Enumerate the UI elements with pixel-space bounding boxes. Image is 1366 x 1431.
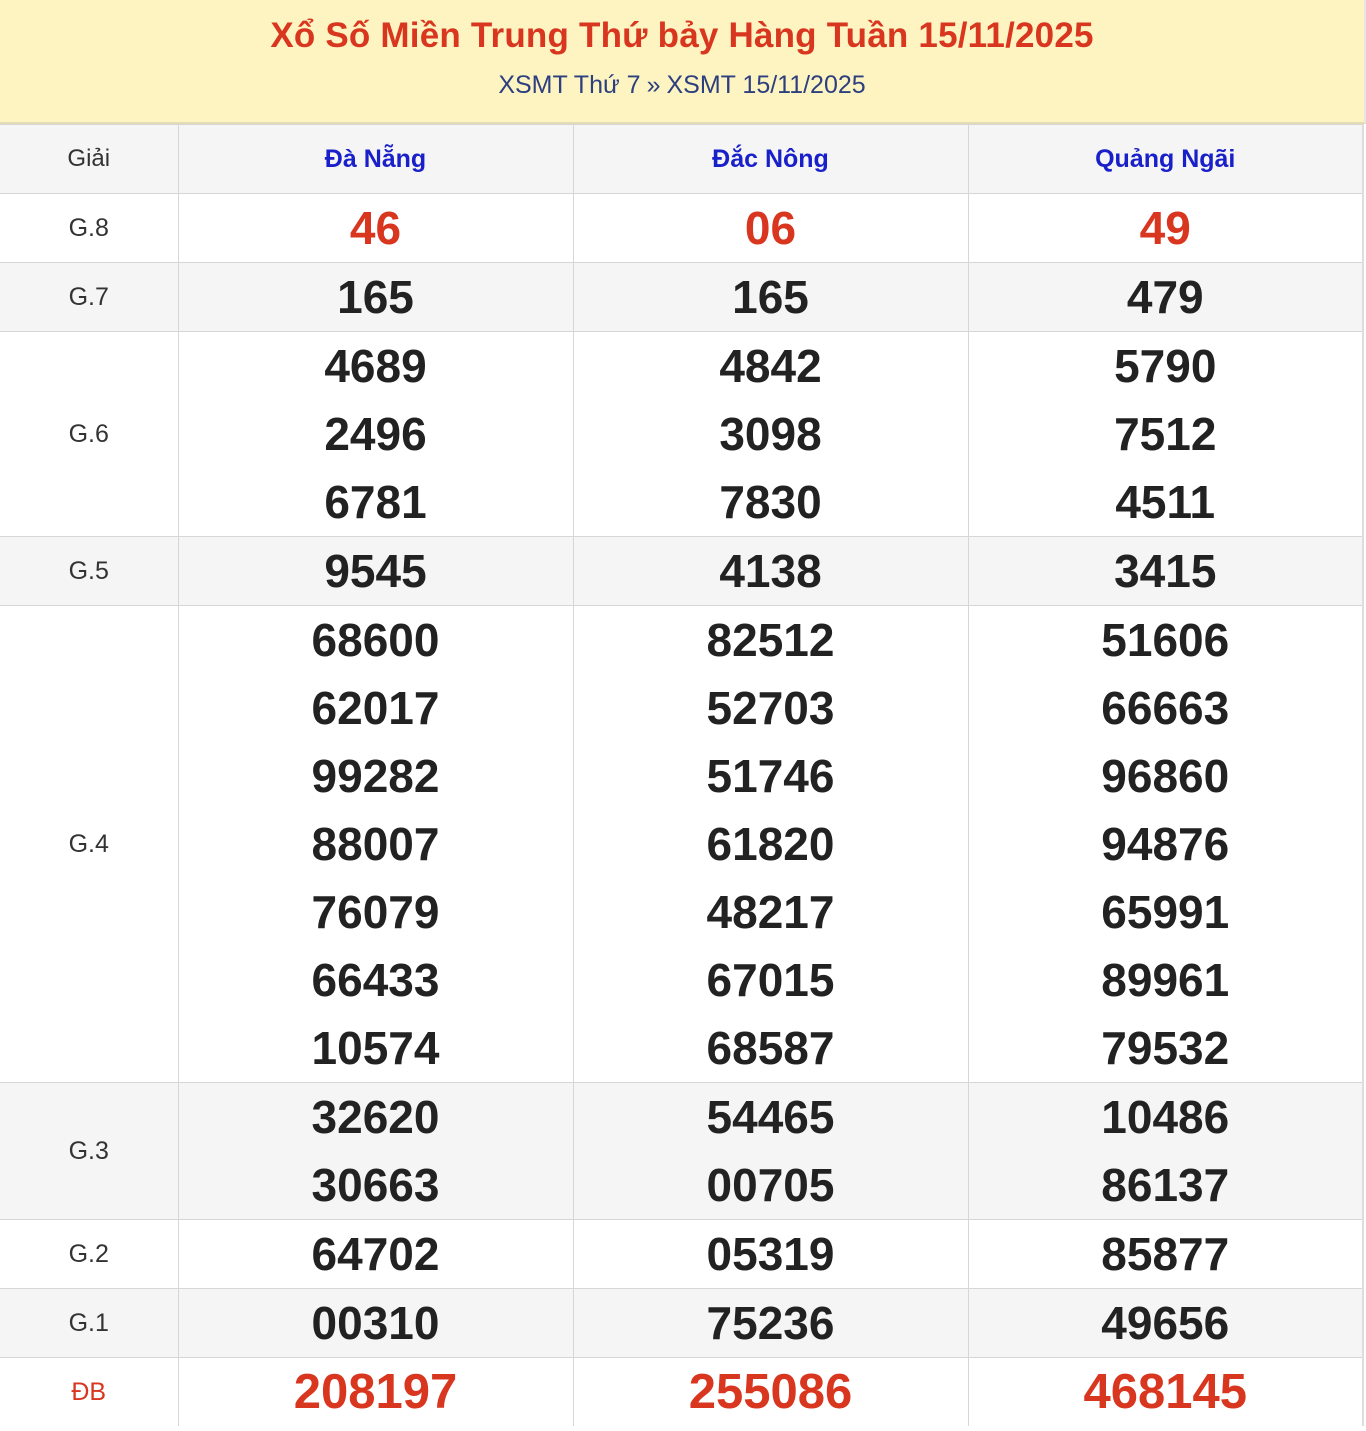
prize-cell (968, 194, 1363, 263)
prize-number: 6781 (324, 476, 427, 528)
prize-cell (968, 1220, 1363, 1289)
page-title: Xổ Số Miền Trung Thứ bảy Hàng Tuần 15/11/2025 (270, 16, 1094, 55)
prize-number: 54465 (706, 1091, 835, 1143)
prize-number: 5790 (1114, 340, 1217, 392)
table-header-row (0, 125, 1363, 194)
prize-cell (968, 1083, 1363, 1220)
table-row (0, 332, 1363, 537)
prize-number: 10486 (1101, 1091, 1230, 1143)
prize-number: 49656 (1101, 1297, 1230, 1349)
prize-label-g5: G.5 (0, 537, 178, 606)
prize-number: 76079 (311, 886, 440, 938)
prize-cell (178, 194, 573, 263)
prize-number: 10574 (311, 1022, 440, 1074)
prize-number: 52703 (706, 682, 835, 734)
prize-number: 75236 (706, 1297, 835, 1349)
prize-number: 96860 (1101, 750, 1230, 802)
table-row (0, 1083, 1363, 1220)
prize-number: 88007 (311, 818, 440, 870)
breadcrumb-link-date[interactable]: XSMT 15/11/2025 (666, 71, 866, 99)
prize-cell (573, 194, 968, 263)
prize-cell (968, 263, 1363, 332)
prize-number: 05319 (706, 1228, 835, 1280)
prize-number: 255086 (688, 1365, 853, 1419)
prize-cell (968, 537, 1363, 606)
prize-number: 67015 (706, 954, 835, 1006)
prize-cell (968, 606, 1363, 1083)
prize-number: 9545 (324, 545, 427, 597)
prize-label-g3: G.3 (0, 1083, 178, 1220)
prize-cell (178, 1358, 573, 1427)
prize-cell (573, 606, 968, 1083)
prize-label-g4: G.4 (0, 606, 178, 1083)
prize-cell (178, 606, 573, 1083)
prize-number: 00310 (311, 1297, 440, 1349)
prize-number: 48217 (706, 886, 835, 938)
column-header-da-nang[interactable]: Đà Nẵng (178, 125, 573, 194)
prize-cell (178, 1220, 573, 1289)
prize-number: 165 (732, 271, 809, 323)
prize-number: 2496 (324, 408, 427, 460)
prize-number: 51746 (706, 750, 835, 802)
prize-number: 66433 (311, 954, 440, 1006)
table-row (0, 263, 1363, 332)
prize-number: 30663 (311, 1159, 440, 1211)
breadcrumb (0, 71, 1364, 100)
prize-number: 468145 (1083, 1365, 1247, 1419)
table-row (0, 194, 1363, 263)
prize-number: 479 (1126, 271, 1204, 323)
prize-number: 68600 (311, 614, 440, 666)
page-header (0, 0, 1366, 124)
prize-number: 06 (744, 202, 797, 254)
prize-number: 7830 (719, 476, 822, 528)
prize-number: 3098 (719, 408, 822, 460)
table-row (0, 537, 1363, 606)
prize-cell (178, 537, 573, 606)
prize-number: 165 (337, 271, 414, 323)
prize-cell (573, 332, 968, 537)
table-row (0, 1220, 1363, 1289)
prize-label-g1: G.1 (0, 1289, 178, 1358)
prize-cell (178, 332, 573, 537)
prize-number: 68587 (706, 1022, 835, 1074)
prize-cell (573, 1083, 968, 1220)
prize-cell (573, 1289, 968, 1358)
prize-cell (573, 263, 968, 332)
prize-number: 66663 (1101, 682, 1230, 734)
prize-number: 61820 (706, 818, 835, 870)
prize-number: 46 (349, 202, 402, 254)
prize-number: 4842 (719, 340, 822, 392)
prize-number: 64702 (311, 1228, 440, 1280)
prize-number: 51606 (1101, 614, 1230, 666)
prize-number: 32620 (311, 1091, 440, 1143)
prize-cell (968, 1289, 1363, 1358)
prize-cell (573, 1220, 968, 1289)
prize-label-g6: G.6 (0, 332, 178, 537)
column-header-dac-nong[interactable]: Đắc Nông (573, 125, 968, 194)
prize-number: 65991 (1101, 886, 1230, 938)
prize-cell (178, 1289, 573, 1358)
prize-label-g2: G.2 (0, 1220, 178, 1289)
table-row (0, 1289, 1363, 1358)
prize-cell (573, 537, 968, 606)
prize-number: 82512 (706, 614, 835, 666)
results-table (0, 124, 1364, 1426)
table-row (0, 1358, 1363, 1427)
prize-number: 00705 (706, 1159, 835, 1211)
prize-cell (968, 1358, 1363, 1427)
prize-number: 49 (1139, 202, 1191, 254)
table-row (0, 606, 1363, 1083)
breadcrumb-link-weekday[interactable]: XSMT Thứ 7 (498, 71, 641, 99)
prize-number: 79532 (1101, 1022, 1230, 1074)
prize-label-g8: G.8 (0, 194, 178, 263)
prize-cell (178, 1083, 573, 1220)
prize-number: 7512 (1114, 408, 1217, 460)
prize-cell (178, 263, 573, 332)
prize-number: 4689 (324, 340, 427, 392)
prize-cell (573, 1358, 968, 1427)
column-header-prize: Giải (0, 125, 178, 194)
prize-number: 85877 (1101, 1228, 1230, 1280)
prize-number: 94876 (1101, 818, 1230, 870)
prize-number: 3415 (1114, 545, 1217, 597)
prize-number: 86137 (1101, 1159, 1230, 1211)
prize-number: 4138 (719, 545, 822, 597)
column-header-quang-ngai[interactable]: Quảng Ngãi (968, 125, 1363, 194)
prize-number: 62017 (311, 682, 440, 734)
prize-number: 208197 (293, 1365, 458, 1419)
breadcrumb-separator: » (646, 71, 661, 99)
prize-label-db: ĐB (0, 1358, 178, 1427)
prize-number: 89961 (1101, 954, 1230, 1006)
prize-label-g7: G.7 (0, 263, 178, 332)
prize-number: 99282 (311, 750, 440, 802)
prize-cell (968, 332, 1363, 537)
prize-number: 4511 (1115, 476, 1216, 528)
